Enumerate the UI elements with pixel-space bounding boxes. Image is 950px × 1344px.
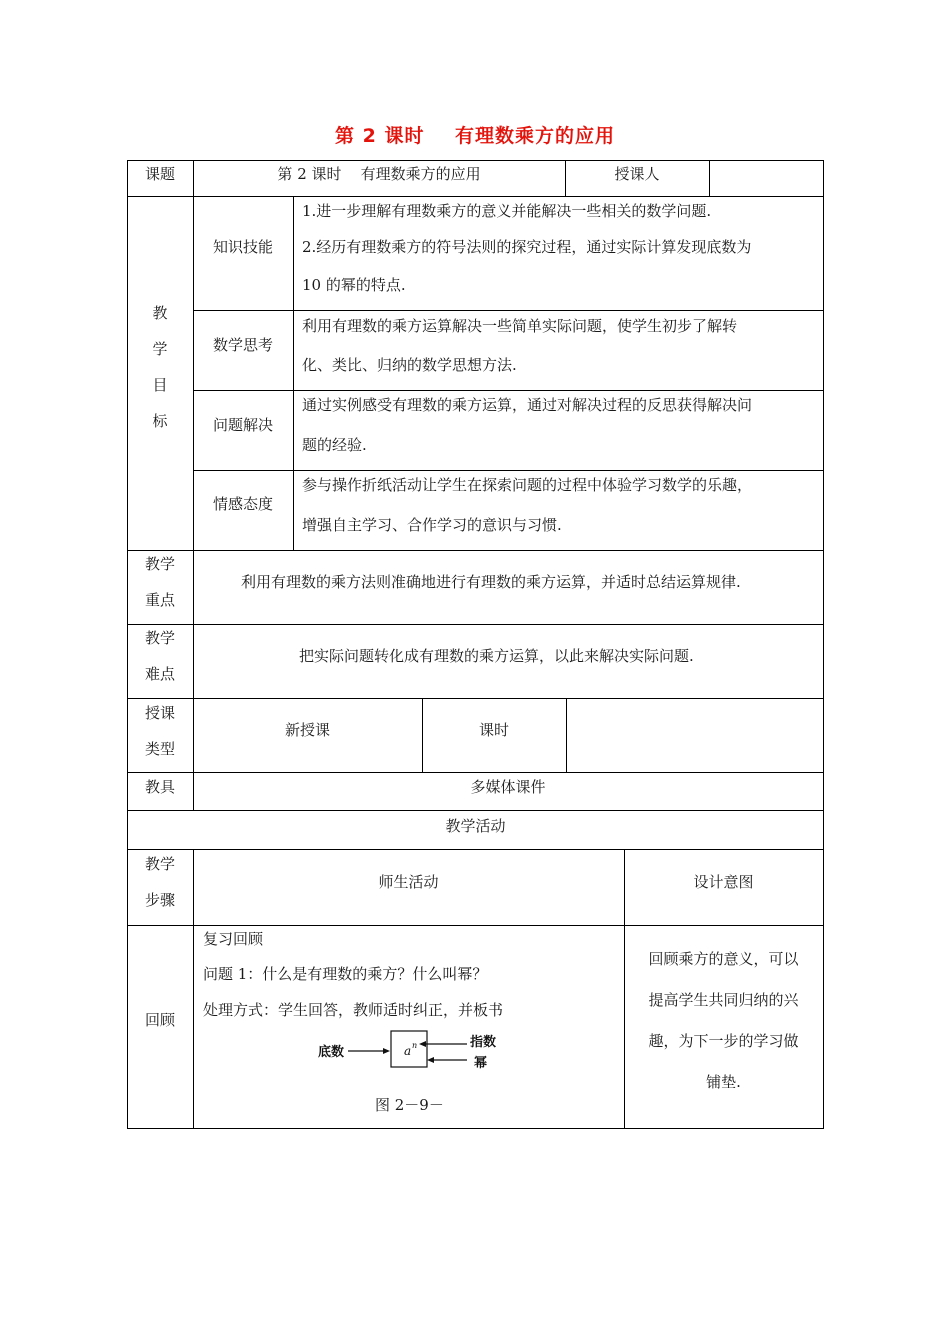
power-label: 幂 <box>474 1056 488 1071</box>
lesson-type-value: 新授课 <box>284 721 330 739</box>
intent-line: 铺垫. <box>706 1073 741 1091</box>
rule <box>823 160 824 1129</box>
rule <box>193 310 824 311</box>
lesson-type-label: 类型 <box>144 740 175 758</box>
rule <box>193 160 194 811</box>
objectives-label-char: 目 <box>152 376 168 394</box>
objective-line: 题的经验. <box>302 436 367 454</box>
objectives-label-char: 教 <box>152 304 168 322</box>
page-title: 第 2 课时 有理数乘方的应用 <box>335 125 615 147</box>
review-method: 处理方式：学生回答，教师适时纠正，并板书 <box>203 1001 504 1019</box>
base-arrow-head <box>383 1048 390 1054</box>
review-question: 问题 1：什么是有理数的乘方？什么叫幂？ <box>203 965 488 983</box>
objective-name: 数学思考 <box>212 336 273 354</box>
objective-line: 通过实例感受有理数的乘方运算，通过对解决过程的反思获得解决问 <box>302 396 753 414</box>
objectives-label-char: 学 <box>152 340 168 358</box>
rule <box>127 196 824 197</box>
objective-line: 利用有理数的乘方运算解决一些简单实际问题，使学生初步了解转 <box>302 317 738 335</box>
power-notation-diagram <box>300 1020 520 1076</box>
lesson-type-label: 授课 <box>144 704 175 722</box>
difficulty-label: 难点 <box>144 665 175 683</box>
key-point-label: 教学 <box>144 555 175 573</box>
lesson-hours-label: 课时 <box>478 721 509 739</box>
objective-line: 增强自主学习、合作学习的意识与习惯. <box>302 516 562 534</box>
objectives-label-char: 标 <box>152 412 168 430</box>
key-point-label: 重点 <box>144 591 175 609</box>
intent-line: 回顾乘方的意义，可以 <box>648 950 799 968</box>
objective-name: 问题解决 <box>212 416 273 434</box>
rule <box>127 1128 824 1129</box>
rule <box>127 849 824 850</box>
rule <box>127 698 824 699</box>
rule <box>193 470 824 471</box>
rule <box>709 160 710 197</box>
objective-line: 2.经历有理数乘方的符号法则的探究过程，通过实际计算发现底数为 <box>302 238 752 256</box>
rule <box>193 390 824 391</box>
objective-line: 1.进一步理解有理数乘方的意义并能解决一些相关的数学问题. <box>302 202 712 220</box>
rule <box>127 925 824 926</box>
rule <box>566 698 567 773</box>
difficulty-label: 教学 <box>144 629 175 647</box>
review-step: 回顾 <box>144 1011 175 1029</box>
rule <box>127 550 824 551</box>
col-step-label: 步骤 <box>144 891 175 909</box>
objective-name: 知识技能 <box>212 238 273 256</box>
rule <box>127 772 824 773</box>
power-exponent: n <box>412 1041 418 1050</box>
rule <box>127 160 824 161</box>
base-label: 底数 <box>318 1045 345 1060</box>
col-intent-label: 设计意图 <box>693 873 754 891</box>
objective-line: 10 的幂的特点. <box>302 276 406 294</box>
figure-caption: 图 2－9－ <box>375 1096 444 1114</box>
power-base: a <box>404 1044 412 1058</box>
power-arrow-head <box>427 1057 434 1063</box>
objective-line: 化、类比、归纳的数学思想方法. <box>302 356 517 374</box>
teacher-label: 授课人 <box>614 165 660 183</box>
rule <box>193 849 194 1129</box>
col-activity-label: 师生活动 <box>378 873 439 891</box>
rule <box>127 624 824 625</box>
difficulty-text: 把实际问题转化成有理数的乘方运算，以此来解决实际问题. <box>299 647 694 665</box>
tools-value: 多媒体课件 <box>470 778 546 796</box>
intent-line: 趣，为下一步的学习做 <box>648 1032 799 1050</box>
activities-header: 教学活动 <box>445 817 506 835</box>
key-point-text: 利用有理数的乘方法则准确地进行有理数的乘方运算，并适时总结运算规律. <box>241 573 741 591</box>
review-heading: 复习回顾 <box>203 930 264 948</box>
subject-label: 课题 <box>144 165 175 183</box>
col-step-label: 教学 <box>144 855 175 873</box>
objective-line: 参与操作折纸活动让学生在探索问题的过程中体验学习数学的乐趣， <box>302 476 753 494</box>
rule <box>127 810 824 811</box>
objective-name: 情感态度 <box>212 495 273 513</box>
exponent-label: 指数 <box>470 1035 497 1050</box>
rule <box>293 196 294 551</box>
tools-label: 教具 <box>144 778 175 796</box>
subject-value: 第 2 课时 有理数乘方的应用 <box>277 165 481 183</box>
power-diagram-svg <box>300 1020 520 1076</box>
intent-line: 提高学生共同归纳的兴 <box>648 991 799 1009</box>
